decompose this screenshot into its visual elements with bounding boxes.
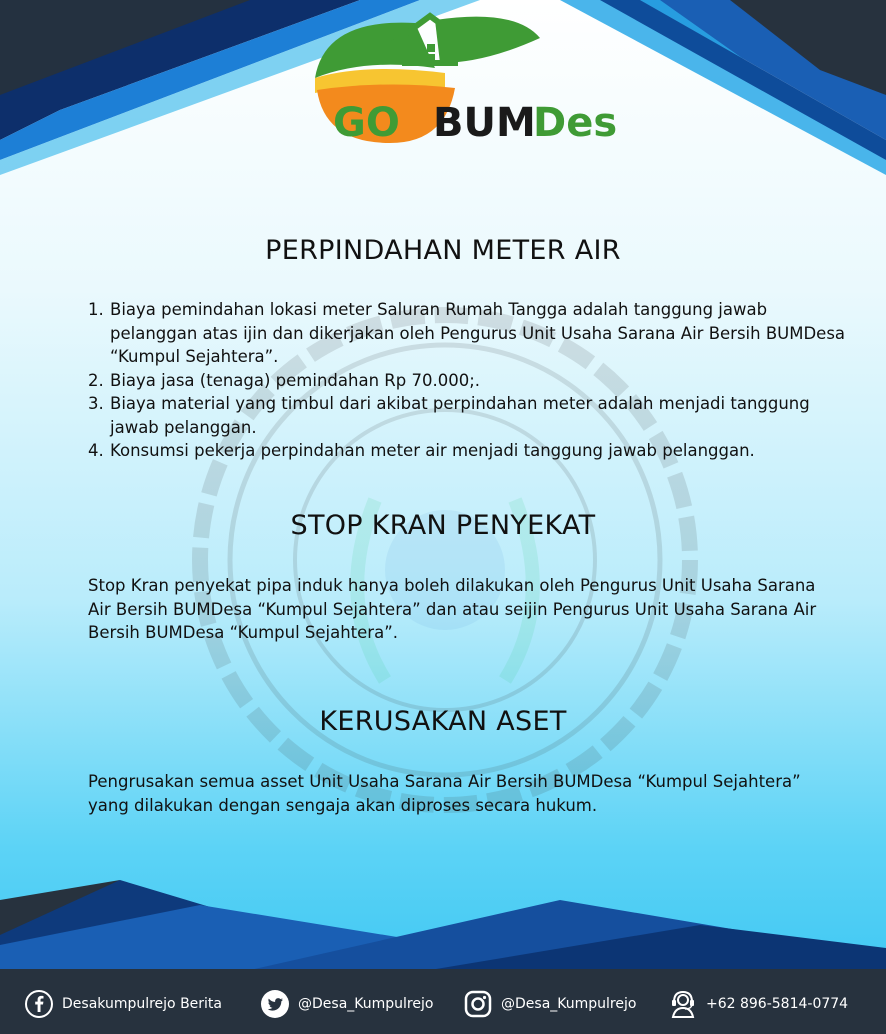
list-item: 3. Biaya material yang timbul dari akibat perpindahan meter adalah menjadi tanggung jawab pelanggan.: [88, 394, 810, 437]
phone-link[interactable]: [668, 989, 848, 1019]
instagram-link[interactable]: [463, 989, 636, 1019]
list-item: 1. Biaya pemindahan lokasi meter Saluran Rumah Tangga adalah tanggung jawab pelanggan atas ijin dan dikerjakan oleh Pengurus Unit Usaha Sarana Air Bersih BUMDesa “Kumpul Sejahtera”.: [88, 300, 846, 366]
section-title-kerusakan: KERUSAKAN ASET: [319, 706, 567, 737]
headset-icon: [668, 989, 698, 1019]
section-title-stop-kran: STOP KRAN PENYEKAT: [290, 510, 596, 541]
phone-label: +62 896-5814-0774: [706, 996, 849, 1012]
section-title-perpindahan: PERPINDAHAN METER AIR: [265, 235, 621, 266]
facebook-label: Desakumpulrejo Berita: [62, 996, 223, 1012]
footer-bar: [0, 969, 886, 1034]
facebook-icon: [24, 989, 54, 1019]
logo-text-bum: BUM: [433, 100, 536, 146]
logo-text-go: GO: [333, 100, 400, 146]
twitter-link[interactable]: [260, 989, 433, 1019]
twitter-icon: [260, 989, 290, 1019]
perpindahan-list: [88, 298, 848, 463]
stop-kran-text: Stop Kran penyekat pipa induk hanya boleh dilakukan oleh Pengurus Unit Usaha Sarana Air Bersih BUMDesa “Kumpul Sejahtera” dan atau seijin Pengurus Unit Usaha Sarana Air Bersih BUMDesa “Kumpul Sejahtera”.: [88, 576, 817, 642]
instagram-label: @Desa_Kumpulrejo: [501, 996, 637, 1012]
facebook-link[interactable]: [24, 989, 222, 1019]
gobumdes-logo: [305, 8, 635, 148]
logo-text-des: Des: [533, 100, 618, 146]
twitter-label: @Desa_Kumpulrejo: [298, 996, 434, 1012]
instagram-icon: [463, 989, 493, 1019]
list-item: 2. Biaya jasa (tenaga) pemindahan Rp 70.000;.: [88, 370, 480, 390]
kerusakan-text: Pengrusakan semua asset Unit Usaha Sarana Air Bersih BUMDesa “Kumpul Sejahtera” yang dilakukan dengan sengaja akan diproses secara hukum.: [88, 772, 801, 815]
list-item: 4. Konsumsi pekerja perpindahan meter air menjadi tanggung jawab pelanggan.: [88, 441, 755, 460]
